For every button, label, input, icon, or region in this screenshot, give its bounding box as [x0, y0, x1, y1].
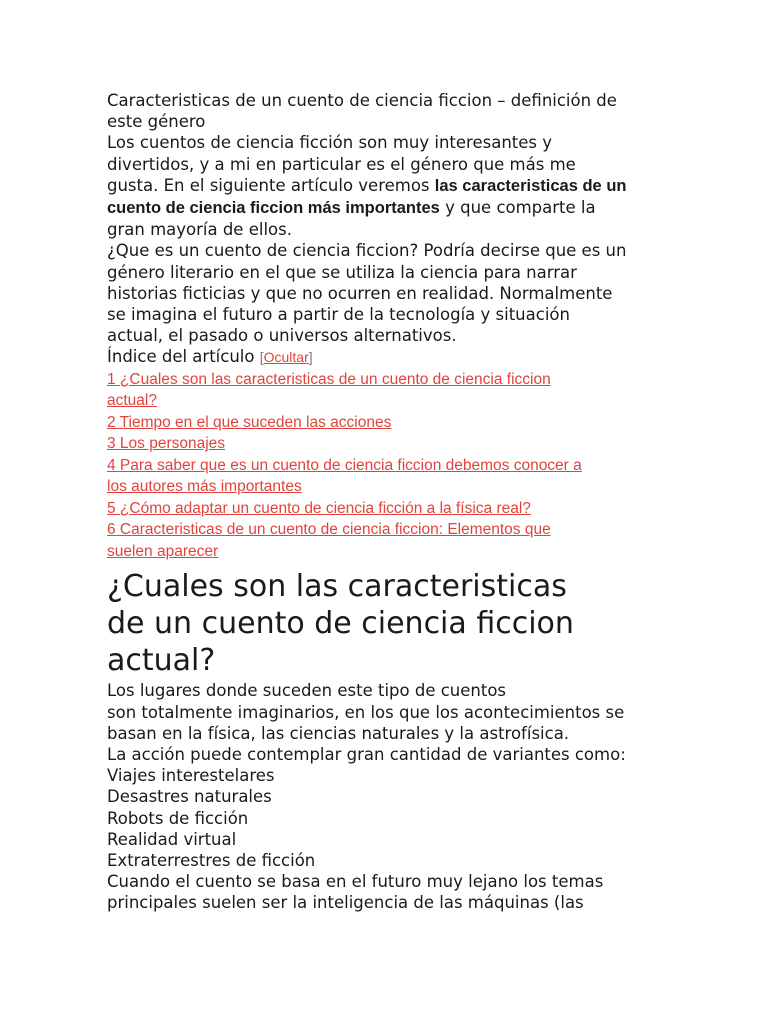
article-title: Caracteristicas de un cuento de ciencia ficcion – definición de este género [107, 91, 617, 132]
toc-heading: Índice del artículo [Ocultar] [107, 347, 313, 367]
toc-item-2[interactable] [107, 412, 667, 434]
toc-item-text: suelen aparecer [107, 542, 219, 560]
section-body [107, 680, 667, 913]
toc-list [107, 369, 667, 563]
body-line: Extraterrestres de ficción [107, 851, 316, 871]
definition-paragraph: ¿Que es un cuento de ciencia ficcion? Podría decirse que es un género literario en el que se utiliza la ciencia para narrar historias ficticias y que no ocurren en realidad. Normalmente se imagina el futuro a partir de la tecnología y situación actual, el pasado o universos alternativos. [107, 241, 627, 346]
bold-phrase: cuento de ciencia ficcion más importantes [107, 199, 440, 218]
toc-hide-link[interactable]: Ocultar [263, 349, 309, 366]
body-line: La acción puede contemplar gran cantidad de variantes como: [107, 745, 626, 765]
body-line: principales suelen ser la inteligencia de las máquinas (las [107, 893, 584, 913]
intro-paragraph: Los cuentos de ciencia ficción son muy interesantes y divertidos, y a mi en particular es el género que más me gusta. En el siguiente artículo veremos las caracteristicas de un cuento de ciencia ficcion más importantes y que comparte la gran mayoría de ellos. [107, 133, 627, 240]
toc-item-text: 3 Los personajes [107, 435, 226, 453]
toc-item-3[interactable] [107, 433, 667, 455]
toc-toggle: [Ocultar] [259, 349, 313, 366]
toc-item-text: actual? [107, 392, 157, 410]
toc-item-text: 5 ¿Cómo adaptar un cuento de ciencia ficción a la física real? [107, 499, 531, 517]
toc-item-1[interactable] [107, 369, 667, 412]
toc-item-4[interactable] [107, 455, 667, 498]
toc-item-text: 2 Tiempo en el que suceden las acciones [107, 413, 392, 431]
bold-phrase: las caracteristicas de un [434, 176, 627, 195]
body-line: basan en la física, las ciencias naturales y la astrofísica. [107, 723, 570, 743]
body-line: son totalmente imaginarios, en los que los acontecimientos se [107, 702, 625, 722]
body-line: Desastres naturales [107, 787, 272, 807]
toc-item-text: 6 Caracteristicas de un cuento de ciencia ficcion: Elementos que [107, 521, 551, 539]
toc-item-text: 4 Para saber que es un cuento de ciencia ficcion debemos conocer a [107, 456, 582, 474]
toc-item-text: 1 ¿Cuales son las caracteristicas de un cuento de ciencia ficcion [107, 370, 551, 388]
body-line: Robots de ficción [107, 808, 249, 828]
body-line: Cuando el cuento se basa en el futuro muy lejano los temas [107, 872, 604, 892]
body-line: Viajes interestelares [107, 766, 275, 786]
section-heading: ¿Cuales son las caracteristicas de un cuento de ciencia ficcion actual? [107, 569, 574, 679]
body-line: Realidad virtual [107, 829, 237, 849]
body-line: Los lugares donde suceden este tipo de cuentos [107, 681, 507, 701]
toc-item-5[interactable] [107, 498, 667, 520]
document-page [107, 90, 667, 914]
toc-item-text: los autores más importantes [107, 478, 302, 496]
toc-item-6[interactable] [107, 519, 667, 562]
